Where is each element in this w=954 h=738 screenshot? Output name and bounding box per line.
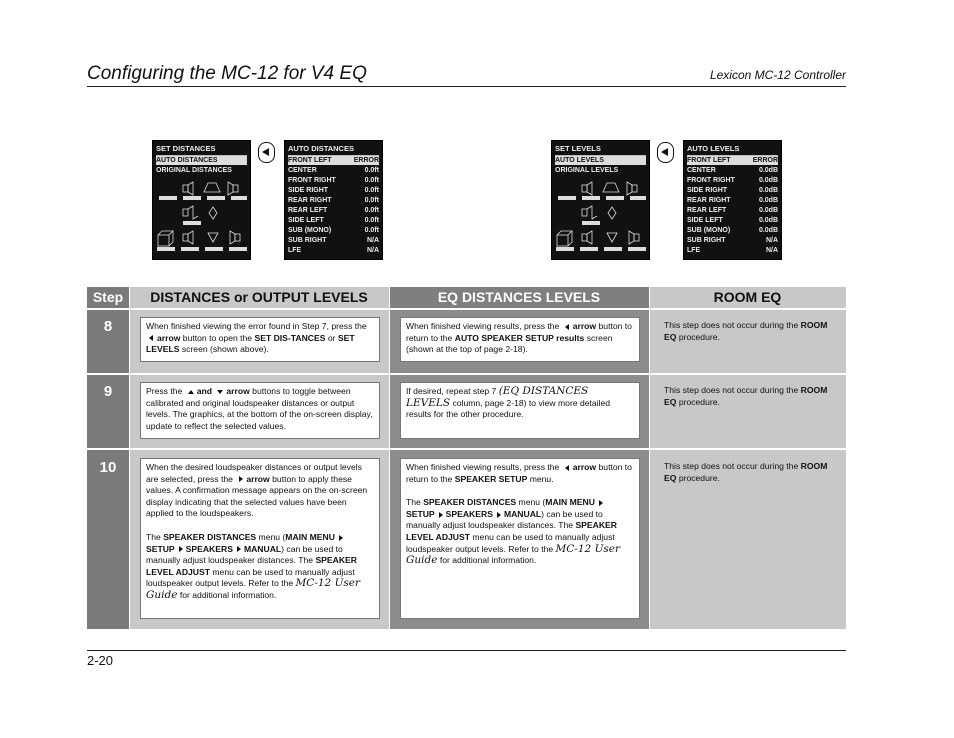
- step-9-room-eq-note: This step does not occur during the ROOM EQ procedure.: [664, 385, 828, 407]
- right-arrow-icon: [239, 476, 243, 482]
- right-arrow-icon: [439, 512, 443, 518]
- left-arrow-button-icon: [258, 142, 275, 163]
- screen-row: SIDE LEFT 0.0dB: [687, 217, 778, 224]
- step-10-eq-cell: When finished viewing results, press the arrow button to return to the SPEAKER SETUP menu. The SPEAKER DISTANCES menu (MAIN MENUSETUP SPEAKERS MANUAL) can be used to manually adjust loudspeaker distances. The SPEAKER LEVEL ADJUST menu can be used to manually adjust loudspeaker output levels. Refer to the MC-12 User Guide for additional information.: [400, 458, 640, 619]
- header-step: Step: [92, 289, 124, 305]
- screen-row: SIDE RIGHT 0.0ft: [288, 187, 379, 194]
- column-divider: [389, 287, 390, 629]
- step-number-10: 10: [99, 459, 117, 476]
- screen-row: FRONT LEFT ERROR: [687, 157, 778, 164]
- page-subtitle: Lexicon MC-12 Controller: [709, 68, 846, 82]
- screen-row: LFE N/A: [288, 247, 379, 254]
- left-arrow-button-icon: [657, 142, 674, 163]
- right-arrow-icon: [237, 546, 241, 552]
- speaker-layout-graphic: [153, 179, 250, 259]
- step-8-distances-cell: When finished viewing the error found in Step 7, press the arrow button to open the SET DIS-TANCES or SET LEVELS screen (shown above).: [140, 317, 380, 362]
- screen-title: SET DISTANCES: [156, 144, 247, 156]
- step-10-distances-cell: When the desired loudspeaker distances or output levels are selected, press the arrow button to apply these values. A confirmation message appears on the on-screen display indicating that the selected values have been applied to the loudspeakers. The SPEAKER DISTANCES menu (MAIN MENUSETUP SPEAKERS MANUAL) can be used to manually adjust loudspeaker distances. The SPEAKER LEVEL ADJUST menu can be used to manually adjust loudspeaker output levels. Refer to the MC-12 User Guide for additional information.: [140, 458, 380, 619]
- left-arrow-icon: [565, 465, 569, 471]
- screen-row: SUB (MONO) 0.0dB: [687, 227, 778, 234]
- step-number-9: 9: [103, 383, 113, 400]
- right-arrow-icon: [179, 546, 183, 552]
- speaker-layout-graphic: [552, 179, 649, 259]
- auto-distances-screen: [284, 140, 383, 260]
- screen-option-original: ORIGINAL DISTANCES: [156, 167, 232, 174]
- screen-row: SIDE RIGHT 0.0dB: [687, 187, 778, 194]
- step-8-eq-cell: When finished viewing results, press the arrow button to return to the AUTO SPEAKER SETUP results screen (shown at the top of page 2-18).: [400, 317, 640, 362]
- row-divider: [87, 373, 846, 375]
- screen-title: SET LEVELS: [555, 144, 646, 156]
- step-9-eq-cell: If desired, repeat step 7 (EQ DISTANCES LEVELS column, page 2-18) to view more detailed results for the other procedure.: [400, 382, 640, 439]
- screen-row: FRONT LEFT ERROR: [288, 157, 379, 164]
- screen-row: FRONT RIGHT 0.0dB: [687, 177, 778, 184]
- screen-row: SUB RIGHT N/A: [288, 237, 379, 244]
- screen-row: CENTER 0.0dB: [687, 167, 778, 174]
- right-arrow-icon: [599, 500, 603, 506]
- left-arrow-icon: [565, 324, 569, 330]
- step-9-distances-cell: Press the and arrow buttons to toggle between calibrated and original loudspeaker distances or output levels. The graphics, at the bottom of the on-screen display, update to reflect the selected values.: [140, 382, 380, 439]
- screen-row: REAR RIGHT 0.0dB: [687, 197, 778, 204]
- screen-option-auto: AUTO DISTANCES: [156, 156, 247, 165]
- row-divider: [87, 308, 846, 310]
- screen-row: CENTER 0.0ft: [288, 167, 379, 174]
- screen-row: FRONT RIGHT 0.0ft: [288, 177, 379, 184]
- set-distances-screen: [152, 140, 251, 260]
- screen-title: AUTO LEVELS: [687, 144, 778, 156]
- step-10-room-eq-note: This step does not occur during the ROOM EQ procedure.: [664, 461, 828, 483]
- row-divider: [87, 448, 846, 450]
- column-divider: [649, 287, 650, 629]
- step-number-8: 8: [103, 318, 113, 335]
- header-room-eq: ROOM EQ: [713, 289, 782, 305]
- screen-title: AUTO DISTANCES: [288, 144, 379, 156]
- screen-row: LFE N/A: [687, 247, 778, 254]
- screen-row: SUB (MONO) 0.0ft: [288, 227, 379, 234]
- header-eq-distances-levels: EQ DISTANCES LEVELS: [389, 287, 649, 308]
- header-distances-levels: DISTANCES or OUTPUT LEVELS: [150, 289, 368, 305]
- up-arrow-icon: [188, 390, 194, 394]
- page-title: Configuring the MC-12 for V4 EQ: [87, 63, 367, 84]
- screen-option-original: ORIGINAL LEVELS: [555, 167, 619, 174]
- footer-rule: [87, 650, 846, 651]
- right-arrow-icon: [339, 535, 343, 541]
- screen-row: REAR LEFT 0.0dB: [687, 207, 778, 214]
- step-8-room-eq-note: This step does not occur during the ROOM EQ procedure.: [664, 320, 828, 342]
- left-arrow-icon: [149, 335, 153, 341]
- screen-row: REAR LEFT 0.0ft: [288, 207, 379, 214]
- down-arrow-icon: [217, 390, 223, 394]
- column-divider: [129, 287, 130, 629]
- screen-row: REAR RIGHT 0.0ft: [288, 197, 379, 204]
- screen-row: SUB RIGHT N/A: [687, 237, 778, 244]
- screen-option-auto: AUTO LEVELS: [555, 156, 646, 165]
- header-rule: [87, 86, 846, 87]
- step-column: [87, 287, 129, 629]
- set-levels-screen: [551, 140, 650, 260]
- screen-row: SIDE LEFT 0.0ft: [288, 217, 379, 224]
- page-number: 2-20: [87, 653, 114, 668]
- right-arrow-icon: [497, 512, 501, 518]
- procedure-table: [87, 287, 846, 629]
- auto-levels-screen: [683, 140, 782, 260]
